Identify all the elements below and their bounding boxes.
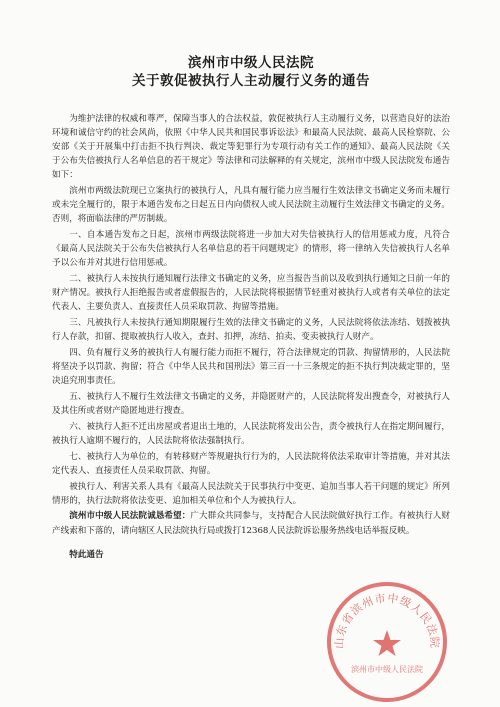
paragraph-item-5: 五、被执行人不履行生效法律文书确定的义务，并隐匿财产的，人民法院将发出搜查令，对被执行人及其住所或者财产隐匿地进行搜查。: [52, 391, 450, 416]
title-line-1: 滨州市中级人民法院: [188, 55, 314, 71]
paragraph-item-7: 七、被执行人为单位的，有转移财产等规避执行行为的，人民法院将依法采取审计等措施，并对其法定代表人、直接责任人员采取罚款、拘留。: [52, 451, 450, 476]
paragraph-intro: 滨州市两级法院现已立案执行的被执行人，凡具有履行能力应当履行生效法律文书确定义务而未履行或未完全履行的，限于本通告发布之日起五日内向债权人或人民法院主动履行生效法律文书确定的义务。否则，将面临法律的严厉制裁。: [52, 186, 450, 225]
paragraph-item-4: 四、负有履行义务的被执行人有履行能力而拒不履行，符合法律规定的罚款、拘留情形的，人民法院将坚决予以罚款、拘留；符合《中华人民共和国刑法》第三百一十三条规定的拒不执行判决裁定罪的，坚决追究刑事责任。: [52, 347, 450, 387]
paragraph-item-6: 六、被执行人拒不迁出房屋或者退出土地的，人民法院将发出公告，责令被执行人在指定期间履行，被执行人逾期不履行的，人民法院将依法强制执行。: [52, 421, 450, 446]
svg-text:山东省滨州市中级人民法院: [333, 591, 443, 650]
paragraph-item-1: 一、自本通告发布之日起，滨州市两级法院将进一步加大对失信被执行人的信用惩戒力度，凡符合《最高人民法院关于公布失信被执行人名单信息的若干问题规定》的情形，将一律纳入失信被执行人名单予以公布并对其进行信用惩戒。: [52, 230, 450, 269]
paragraph-preamble: 为维护法律的权威和尊严，保障当事人的合法权益，敦促被执行人主动履行义务，以营造良好的法治环境和诚信守约的社会风尚，依照《中华人民共和国民事诉讼法》和最高人民法院、最高人民检察院、公安部《关于开展集中打击拒不执行判决、裁定等犯罪行为专项行动有关工作的通知》、最高人民法院《关于公布失信被执行人名单信息的若干规定》等法律和司法解释的有关规定，滨州市中级人民法院发布通告如下：: [52, 114, 450, 181]
notice-body: [52, 112, 450, 562]
court-seal: [325, 580, 449, 704]
seal-star-icon: [373, 630, 401, 656]
paragraph-appeal: 滨州市中级人民法院诚恳希望：广大群众共同参与，支持配合人民法院做好执行工作。有被执行人财产线索和下落的，请向辖区人民法院执行局或拨打12368人民法院诉讼服务热线电话举报反映。: [52, 511, 450, 536]
title-line-2: 关于敦促被执行人主动履行义务的通告: [132, 73, 370, 89]
appeal-lead-in: 滨州市中级人民法院诚恳希望：: [69, 511, 191, 522]
seal-center-text: 滨州市中级人民法院: [351, 665, 423, 674]
paragraph-item-3: 三、凡被执行人未按执行通知期限履行生效的法律文书确定的义务，人民法院将依法冻结、划拨被执行人存款，扣留、提取被执行人收入，查封、扣押，冻结、拍卖、变卖被执行人财产。: [52, 318, 450, 343]
signoff: 特此通告: [69, 549, 104, 560]
paragraph-item-8: 被执行人、利害关系人具有《最高人民法院关于民事执行中变更、追加当事人若干问题的规定》所列情形的，执行法院将依法变更、追加相关单位和个人为被执行人。: [52, 481, 450, 506]
seal-arc-text: 山东省滨州市中级人民法院: [332, 591, 442, 650]
paragraph-item-2: 二、被执行人未按执行通知履行法律文书确定的义务，应当报告当前以及收到执行通知之日前一年的财产情况。被执行人拒绝报告或者虚假报告的，人民法院将根据情节轻重对被执行人或者有关单位的法定代表人、主要负责人、直接责任人员采取罚款、拘留等措施。: [52, 274, 450, 313]
